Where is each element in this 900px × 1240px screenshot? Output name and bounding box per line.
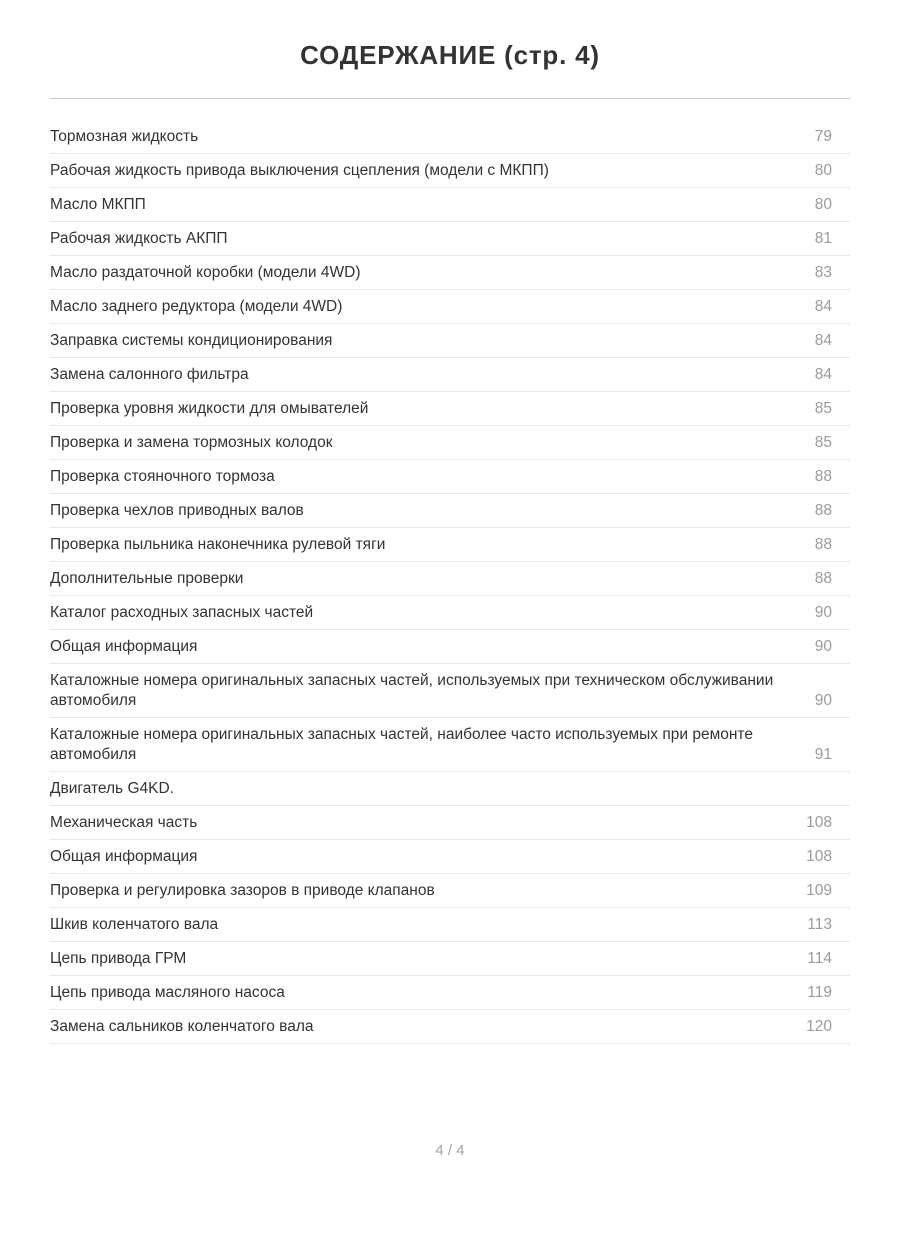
toc-entry-page: 80 bbox=[814, 161, 832, 179]
toc-entry-page: 79 bbox=[814, 127, 832, 145]
toc-row bbox=[50, 596, 850, 630]
toc-row bbox=[50, 1010, 850, 1044]
toc-entry-page: 108 bbox=[806, 813, 832, 831]
toc-entry-page: 113 bbox=[807, 915, 832, 933]
toc-row bbox=[50, 562, 850, 596]
toc-entry-title: Масло заднего редуктора (модели 4WD) bbox=[50, 297, 343, 315]
toc-row bbox=[50, 976, 850, 1010]
toc-entry-page: 88 bbox=[814, 569, 832, 587]
toc-entry-page: 84 bbox=[814, 331, 832, 349]
toc-row bbox=[50, 942, 850, 976]
toc-row bbox=[50, 392, 850, 426]
toc-entry-title: Каталожные номера оригинальных запасных частей, наиболее часто используемых при ремонте автомобиля bbox=[50, 725, 753, 763]
toc-entry-title: Шкив коленчатого вала bbox=[50, 915, 219, 933]
toc-entry-title: Проверка и замена тормозных колодок bbox=[50, 433, 333, 451]
title-divider bbox=[50, 98, 850, 99]
toc-row bbox=[50, 426, 850, 460]
toc-row bbox=[50, 358, 850, 392]
toc-row bbox=[50, 874, 850, 908]
page-number-indicator: 4 / 4 bbox=[435, 1142, 465, 1159]
toc-entry-title: Каталожные номера оригинальных запасных частей, используемых при техническом обслуживании автомобиля bbox=[50, 671, 774, 709]
toc-entry-title: Общая информация bbox=[50, 847, 198, 865]
toc-entry-page: 83 bbox=[814, 263, 832, 281]
toc-entry-page: 120 bbox=[806, 1017, 832, 1035]
toc-row bbox=[50, 664, 850, 718]
toc-entry-title: Рабочая жидкость привода выключения сцепления (модели с МКПП) bbox=[50, 161, 549, 179]
toc-entry-page: 91 bbox=[814, 745, 832, 763]
toc-entry-title: Проверка чехлов приводных валов bbox=[50, 501, 304, 519]
toc-entry-title: Дополнительные проверки bbox=[50, 569, 244, 587]
toc-entry-page: 81 bbox=[814, 229, 832, 247]
toc-entry-page: 80 bbox=[814, 195, 832, 213]
toc-row bbox=[50, 222, 850, 256]
toc-entry-title: Механическая часть bbox=[50, 813, 198, 831]
toc-entry-page: 85 bbox=[814, 399, 832, 417]
toc-row bbox=[50, 772, 850, 806]
toc-entry-title: Общая информация bbox=[50, 637, 198, 655]
toc-row bbox=[50, 120, 850, 154]
toc-row bbox=[50, 188, 850, 222]
toc-row bbox=[50, 528, 850, 562]
toc-entry-page: 108 bbox=[806, 847, 832, 865]
toc-entry-page: 109 bbox=[806, 881, 832, 899]
toc-entry-title: Каталог расходных запасных частей bbox=[50, 603, 314, 621]
toc-entry-title: Цепь привода масляного насоса bbox=[50, 983, 285, 1001]
toc-entry-title: Проверка стояночного тормоза bbox=[50, 467, 275, 485]
toc-entry-title: Масло МКПП bbox=[50, 195, 146, 213]
toc-entry-page: 88 bbox=[814, 535, 832, 553]
toc-entry-title: Проверка пыльника наконечника рулевой тяги bbox=[50, 535, 386, 553]
toc-entry-page: 90 bbox=[814, 637, 832, 655]
toc-entry-title: Заправка системы кондиционирования bbox=[50, 331, 333, 349]
toc-row bbox=[50, 630, 850, 664]
toc-entry-title: Проверка уровня жидкости для омывателей bbox=[50, 399, 369, 417]
document-page bbox=[0, 40, 900, 1240]
toc-entry-page: 84 bbox=[814, 365, 832, 383]
toc-entry-title: Проверка и регулировка зазоров в приводе клапанов bbox=[50, 881, 435, 899]
toc-entry-title: Масло раздаточной коробки (модели 4WD) bbox=[50, 263, 361, 281]
toc-row bbox=[50, 494, 850, 528]
toc-row bbox=[50, 154, 850, 188]
toc-entry-page: 88 bbox=[814, 467, 832, 485]
page-title: СОДЕРЖАНИЕ (стр. 4) bbox=[300, 40, 600, 70]
toc-entry-page: 90 bbox=[814, 691, 832, 709]
toc-entry-page: 114 bbox=[807, 949, 832, 967]
toc-entry-title: Цепь привода ГРМ bbox=[50, 949, 187, 967]
toc-row bbox=[50, 908, 850, 942]
toc-row bbox=[50, 460, 850, 494]
toc-row bbox=[50, 290, 850, 324]
toc-entry-page: 88 bbox=[814, 501, 832, 519]
toc-entry-title: Рабочая жидкость АКПП bbox=[50, 229, 228, 247]
toc-entry-title: Двигатель G4KD. bbox=[50, 779, 174, 797]
toc-row bbox=[50, 840, 850, 874]
toc-entry-title: Замена сальников коленчатого вала bbox=[50, 1017, 314, 1035]
toc-entry-title: Тормозная жидкость bbox=[50, 127, 199, 145]
toc-list bbox=[50, 120, 850, 1044]
toc-row bbox=[50, 324, 850, 358]
toc-entry-title: Замена салонного фильтра bbox=[50, 365, 249, 383]
toc-row bbox=[50, 718, 850, 772]
toc-entry-page: 84 bbox=[814, 297, 832, 315]
toc-entry-page: 119 bbox=[807, 983, 832, 1001]
toc-row bbox=[50, 806, 850, 840]
toc-row bbox=[50, 256, 850, 290]
toc-entry-page: 85 bbox=[814, 433, 832, 451]
toc-entry-page: 90 bbox=[814, 603, 832, 621]
